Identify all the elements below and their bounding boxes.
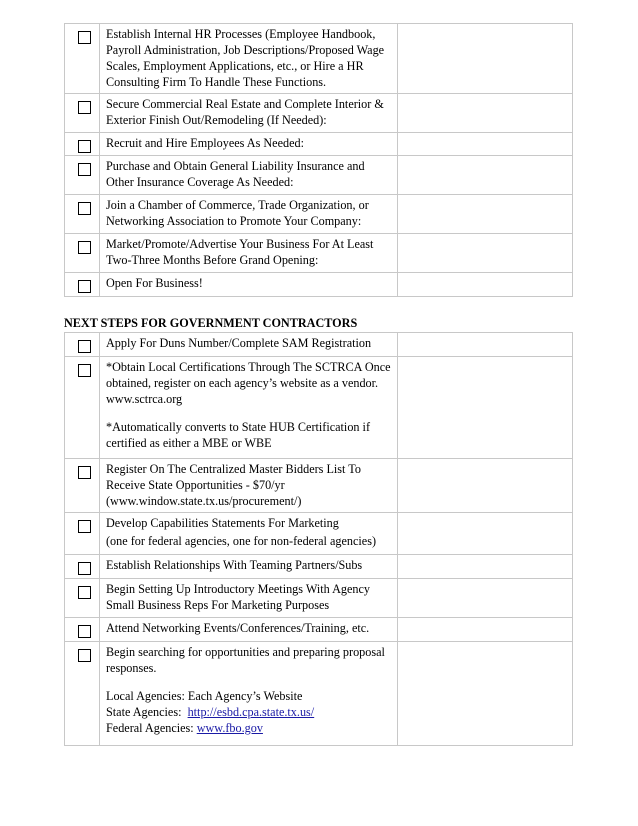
table-row (65, 195, 573, 234)
item-text: Join a Chamber of Commerce, Trade Organization, or Networking Association to Promote Your Company: (100, 195, 398, 234)
table-row (65, 333, 573, 357)
checkbox[interactable] (78, 649, 91, 662)
item-text: Open For Business! (100, 273, 398, 297)
item-text: Begin searching for opportunities and preparing proposal responses. (106, 645, 385, 675)
table-row (65, 156, 573, 195)
checkbox[interactable] (78, 586, 91, 599)
table-row (65, 555, 573, 579)
checkbox[interactable] (78, 163, 91, 176)
item-text: Establish Relationships With Teaming Partners/Subs (106, 558, 363, 572)
item-text: Market/Promote/Advertise Your Business For At Least Two-Three Months Before Grand Opening: (100, 234, 398, 273)
checkbox[interactable] (78, 466, 91, 479)
table-row (65, 579, 573, 618)
checklist-table-1 (64, 23, 573, 297)
item-text: Begin Setting Up Introductory Meetings With Agency Small Business Reps For Marketing Purposes (106, 582, 370, 612)
local-agencies-text: Local Agencies: Each Agency’s Website (106, 689, 303, 703)
item-text: Attend Networking Events/Conferences/Training, etc. (106, 621, 370, 635)
checkbox[interactable] (78, 364, 91, 377)
checkbox[interactable] (78, 280, 91, 293)
federal-agencies-line (106, 720, 391, 736)
item-note: *Automatically converts to State HUB Certification if certified as either a MBE or WBE (106, 420, 371, 450)
state-agencies-label: State Agencies: (106, 705, 188, 719)
checkbox[interactable] (78, 202, 91, 215)
table-row (65, 94, 573, 133)
item-text: Secure Commercial Real Estate and Complete Interior & Exterior Finish Out/Remodeling (If Needed): (100, 94, 398, 133)
table-row (65, 618, 573, 642)
item-text: Develop Capabilities Statements For Marketing (106, 516, 339, 530)
item-text: *Obtain Local Certifications Through The SCTRCA Once obtained, register on each agency’s website as a vendor. www.sctrca.org (106, 360, 391, 406)
checkbox[interactable] (78, 31, 91, 44)
item-text: Recruit and Hire Employees As Needed: (100, 133, 398, 156)
section-heading: NEXT STEPS FOR GOVERNMENT CONTRACTORS (64, 316, 358, 330)
federal-agencies-link[interactable]: www.fbo.gov (196, 721, 263, 735)
checkbox[interactable] (78, 562, 91, 575)
checklist-table-2 (64, 332, 573, 746)
table-row (65, 459, 573, 513)
item-text: Establish Internal HR Processes (Employee Handbook, Payroll Administration, Job Descriptions/Proposed Wage Scales, Employment Applications, etc., or Hire a HR Consulting Firm To Handle These Functions. (100, 24, 398, 94)
table-row (65, 513, 573, 555)
item-text: Register On The Centralized Master Bidders List To Receive State Opportunities - $70/yr (www.window.state.tx.us/procurement/) (106, 462, 361, 508)
checkbox[interactable] (78, 340, 91, 353)
checkbox[interactable] (78, 625, 91, 638)
item-text: Purchase and Obtain General Liability Insurance and Other Insurance Coverage As Needed: (100, 156, 398, 195)
checkbox[interactable] (78, 140, 91, 153)
table-row (65, 133, 573, 156)
state-agencies-link[interactable]: http://esbd.cpa.state.tx.us/ (187, 705, 315, 719)
checkbox[interactable] (78, 520, 91, 533)
federal-agencies-label: Federal Agencies: (106, 721, 197, 735)
item-text: Apply For Duns Number/Complete SAM Registration (106, 336, 372, 350)
checkbox[interactable] (78, 241, 91, 254)
state-agencies-line (106, 704, 391, 720)
table-row (65, 642, 573, 746)
checkbox[interactable] (78, 101, 91, 114)
item-note: (one for federal agencies, one for non-federal agencies) (106, 534, 377, 548)
table-row (65, 234, 573, 273)
table-row (65, 357, 573, 459)
table-row (65, 24, 573, 94)
table-row (65, 273, 573, 297)
